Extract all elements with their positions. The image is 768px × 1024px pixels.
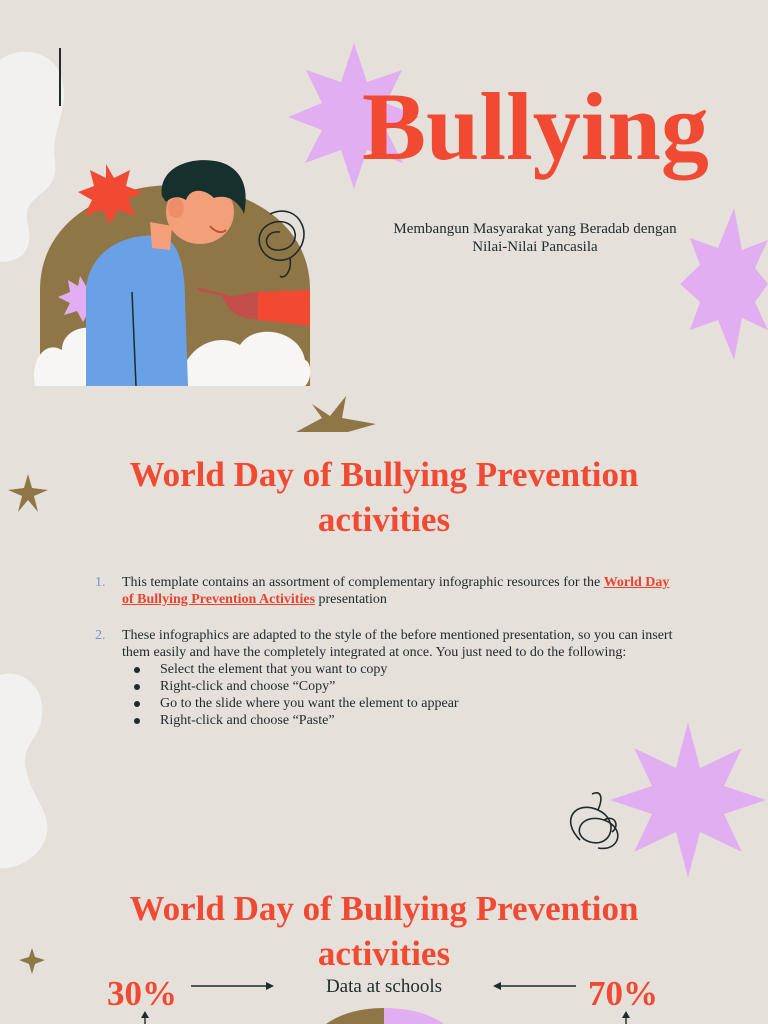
pie-chart-lilac-segment	[384, 1008, 444, 1024]
list-item	[90, 574, 680, 608]
bullet-dot-icon	[134, 684, 140, 690]
list-item	[90, 627, 680, 661]
bullet-dot-icon	[134, 718, 140, 724]
cloud-shape-top-left	[0, 52, 64, 262]
lilac-star-right	[680, 208, 768, 360]
blue-shirt	[86, 236, 188, 386]
bullet-text: Select the element that you want to copy	[160, 662, 388, 677]
bullying-illustration	[34, 160, 310, 386]
instructions-list	[90, 574, 680, 729]
pie-chart-olive-segment	[326, 1008, 384, 1024]
bullet-item	[90, 695, 680, 712]
lilac-star-lower-right	[610, 722, 766, 878]
olive-star-small-left	[19, 948, 45, 974]
list-item-text: These infographics are adapted to the style of the before mentioned presentation, so you can insert them easily and have the completely integrated at once. You just need to do the following:	[122, 628, 673, 660]
list-item-text: This template contains an assortment of complementary infographic resources for the	[122, 575, 604, 590]
list-item-text-end: presentation	[315, 592, 387, 607]
bullet-item	[90, 712, 680, 729]
bullet-text: Right-click and choose “Paste”	[160, 713, 335, 728]
bullet-text: Right-click and choose “Copy”	[160, 679, 336, 694]
steps-bullet-list	[90, 661, 680, 729]
bullet-item	[90, 678, 680, 695]
bullet-item	[90, 661, 680, 678]
bullet-text: Go to the slide where you want the element to appear	[160, 696, 459, 711]
section-heading-activities: World Day of Bullying Prevention activities	[129, 455, 639, 539]
olive-star-half	[296, 396, 376, 432]
arrow-right-icon	[191, 982, 274, 990]
stat-left-value: 30%	[107, 974, 177, 1013]
list-number: 2.	[95, 628, 106, 643]
presentation-link[interactable]: World Day of Bullying Prevention Activities	[122, 575, 670, 607]
page-subtitle: Membangun Masyarakat yang Beradab dengan Nilai-Nilai Pancasila	[393, 221, 677, 255]
olive-star-left	[8, 474, 48, 512]
list-number: 1.	[95, 575, 106, 590]
page-title: Bullying	[362, 73, 709, 180]
cloud-shape-mid-left	[0, 674, 47, 869]
section-heading-activities-2: World Day of Bullying Prevention activities	[129, 889, 639, 973]
bullet-dot-icon	[134, 667, 140, 673]
bullet-dot-icon	[134, 701, 140, 707]
stat-right-value: 70%	[588, 974, 658, 1013]
stat-center-label: Data at schools	[325, 976, 443, 997]
arrow-left-icon	[493, 982, 576, 990]
list-spacer	[90, 608, 680, 627]
scribble-icon-lower	[571, 793, 618, 849]
vertical-line	[59, 48, 61, 106]
